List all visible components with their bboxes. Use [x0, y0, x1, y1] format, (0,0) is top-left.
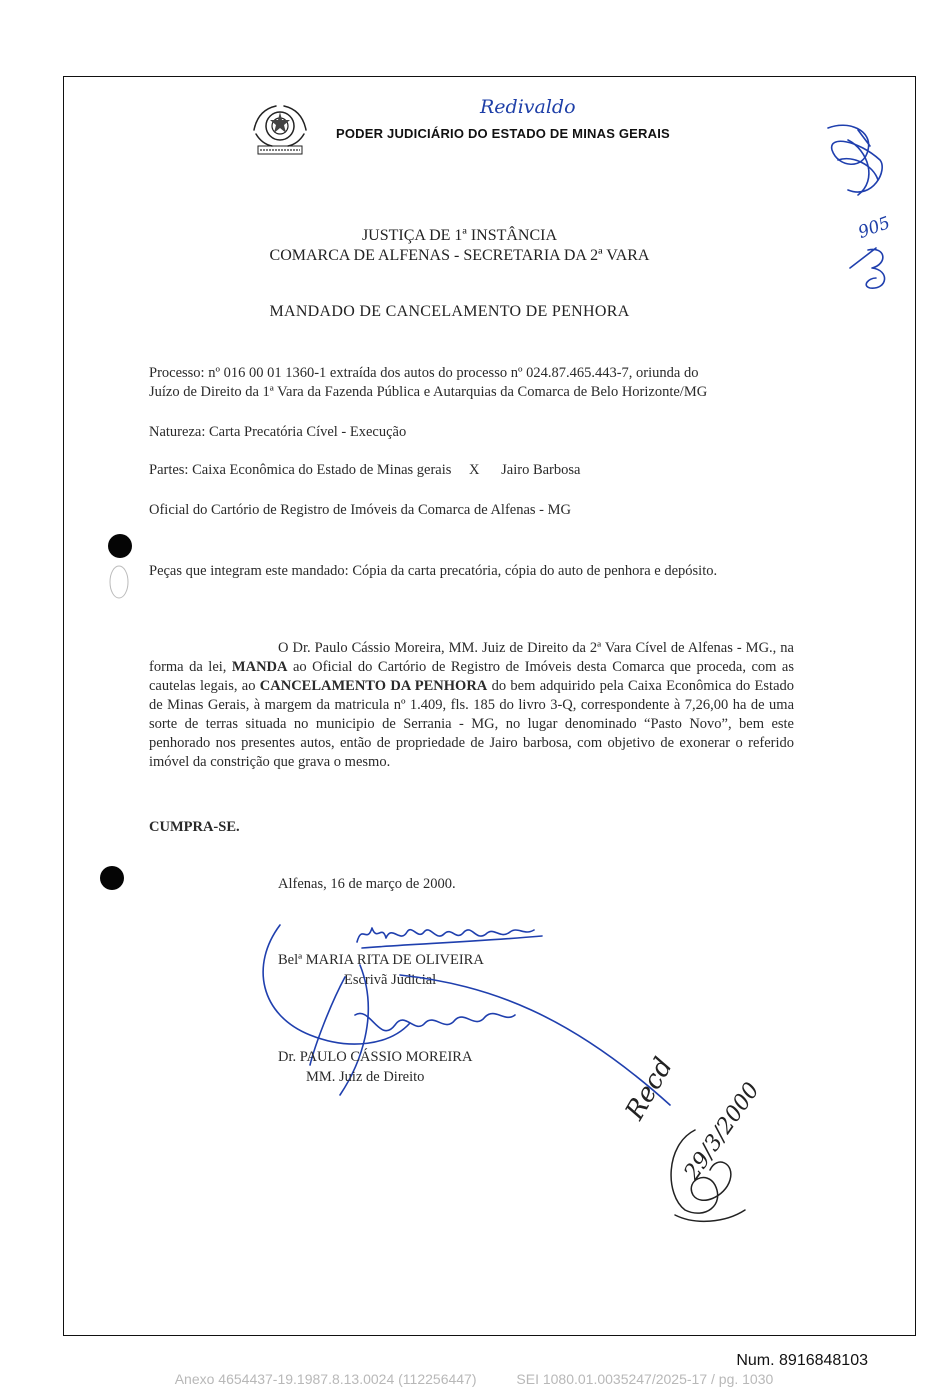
- judge-name: Dr. PAULO CÁSSIO MOREIRA: [278, 1049, 473, 1065]
- processo-line-1: Processo: nº 016 00 01 1360-1 extraída dos autos do processo nº 024.87.465.443-7, oriunda do: [149, 365, 699, 381]
- mandado-body: [149, 639, 794, 772]
- pecas-field: Peças que integram este mandado: Cópia da carta precatória, cópia do auto de penhora e depósito.: [149, 563, 718, 579]
- partes-field: [149, 461, 794, 480]
- processo-field: [149, 364, 794, 402]
- court-header: PODER JUDICIÁRIO DO ESTADO DE MINAS GERAIS: [336, 126, 670, 141]
- natureza-field: Natureza: Carta Precatória Cível - Execução: [149, 424, 407, 440]
- handwritten-name-note: Redivaldo: [480, 96, 576, 118]
- processo-line-2: Juízo de Direito da 1ª Vara da Fazenda Pública e Autarquias da Comarca de Belo Horizonte/MG: [149, 384, 708, 400]
- punch-hole-bottom: [100, 866, 124, 890]
- partes-x: X: [469, 462, 480, 478]
- footer-sei: SEI 1080.01.0035247/2025-17 / pg. 1030: [516, 1371, 774, 1387]
- clerk-role: Escrivã Judicial: [344, 972, 437, 988]
- body-rest: do bem adquirido pela Caixa Econômica do Estado de Minas Gerais, à margem da matricula nº 1.409, fls. 185 do livro 3-Q, correspondente à 7,26,00 ha de uma sorte de terras situada no municipio de Serrania - MG, no lugar denominado “Pasto Novo”, bem este penhorado nos presentes autos, então de propriedade de Jairo barbosa, com objetivo de exonerar o referido imóvel da constrição que grava o mesmo.: [149, 678, 795, 770]
- cumpra-se: CUMPRA-SE.: [149, 819, 240, 835]
- judge-role: MM. Juiz de Direito: [306, 1069, 425, 1085]
- coat-of-arms-seal: [248, 100, 312, 158]
- punch-hole-outline: [106, 562, 132, 602]
- body-intro: O Dr. Paulo Cássio Moreira, MM. Juiz de Direito da 2ª Vara Cível de Alfenas - MG., na forma da lei,: [149, 640, 794, 675]
- receipt-date: 29/3/2000: [679, 1078, 765, 1185]
- place-date: Alfenas, 16 de março de 2000.: [278, 876, 456, 892]
- title-instance: JUSTIÇA DE 1ª INSTÂNCIA: [361, 227, 558, 244]
- body-mid: ao Oficial do Cartório de Registro de Imóveis desta Comarca que proceda, com as cautelas legais, ao: [149, 659, 794, 694]
- body-cancelamento: CANCELAMENTO DA PENHORA: [259, 678, 488, 694]
- document-type: MANDADO DE CANCELAMENTO DE PENHORA: [269, 303, 630, 320]
- partes-label: Partes: Caixa Econômica do Estado de Minas gerais: [149, 462, 452, 478]
- page-number-mark: 905: [855, 213, 893, 243]
- body-manda: MANDA: [231, 659, 288, 675]
- footer-anexo: Anexo 4654437-19.1987.8.13.0024 (112256447): [174, 1371, 477, 1387]
- handwritten-initials-mark: [818, 120, 898, 210]
- clerk-name: Belª MARIA RITA DE OLIVEIRA: [278, 952, 484, 968]
- title-block: [63, 226, 916, 266]
- oficial-field: Oficial do Cartório de Registro de Imóveis da Comarca de Alfenas - MG: [149, 502, 571, 518]
- partes-other: Jairo Barbosa: [501, 462, 581, 478]
- document-title: [63, 303, 916, 321]
- title-comarca: COMARCA DE ALFENAS - SECRETARIA DA 2ª VARA: [269, 247, 650, 264]
- footer-reference: [0, 1371, 948, 1387]
- document-number: Num. 8916848103: [736, 1352, 868, 1369]
- receipt-note: Recd: [620, 1052, 680, 1125]
- punch-hole-top: [108, 534, 132, 558]
